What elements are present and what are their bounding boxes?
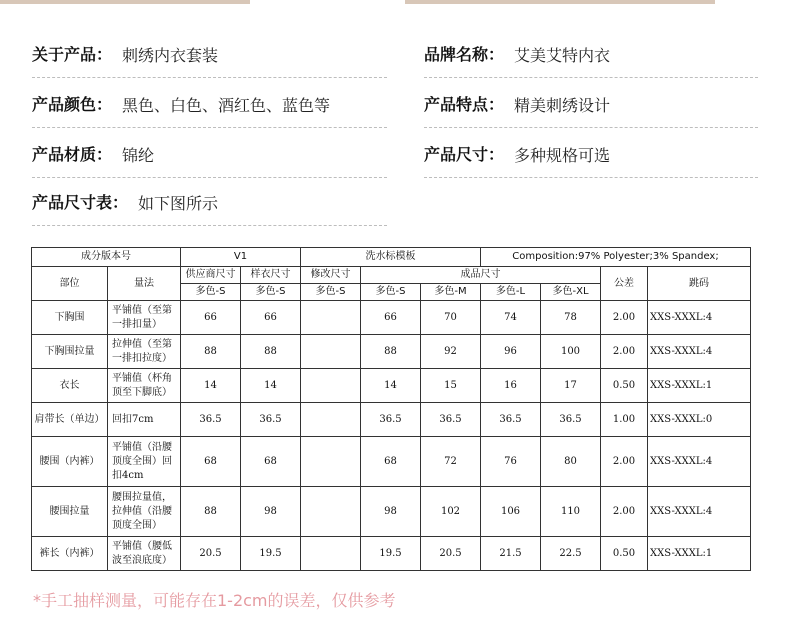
cell-method: 平铺值（杯角顶至下脚底） xyxy=(108,369,181,403)
cell-part: 下胸围 xyxy=(32,301,108,335)
info-item-brand-name xyxy=(424,38,758,82)
cell-code: XXS-XXXL:1 xyxy=(648,369,751,403)
info-item-product-features xyxy=(424,88,758,132)
cell-modified xyxy=(301,537,361,571)
header-supplier-size: 供应商尺寸 xyxy=(181,267,241,284)
cell-code: XXS-XXXL:4 xyxy=(648,487,751,537)
cell-tolerance: 0.50 xyxy=(601,369,648,403)
cell-size-xl: 80 xyxy=(541,437,601,487)
cell-sample: 36.5 xyxy=(241,403,301,437)
cell-size-l: 96 xyxy=(481,335,541,369)
cell-size-m: 72 xyxy=(421,437,481,487)
cell-modified xyxy=(301,301,361,335)
cell-tolerance: 2.00 xyxy=(601,335,648,369)
cell-size-m: 102 xyxy=(421,487,481,537)
cell-part: 腰围（内裤） xyxy=(32,437,108,487)
dashed-divider xyxy=(32,77,387,78)
header-finished-size: 成品尺寸 xyxy=(361,267,601,284)
info-value: 如下图所示 xyxy=(138,194,219,213)
header-method: 量法 xyxy=(108,267,181,301)
info-value: 锦纶 xyxy=(122,146,155,165)
top-decor-bar-left xyxy=(0,0,250,4)
composition-text: Composition:97% Polyester;3% Spandex; xyxy=(481,248,751,267)
cell-sample: 66 xyxy=(241,301,301,335)
info-value: 精美刺绣设计 xyxy=(514,96,611,115)
header-modified-size: 修改尺寸 xyxy=(301,267,361,284)
cell-code: XXS-XXXL:1 xyxy=(648,537,751,571)
cell-modified xyxy=(301,335,361,369)
cell-size-l: 74 xyxy=(481,301,541,335)
cell-size-s: 36.5 xyxy=(361,403,421,437)
info-item-product-size xyxy=(424,138,758,182)
cell-code: XXS-XXXL:4 xyxy=(648,301,751,335)
cell-size-m: 70 xyxy=(421,301,481,335)
info-label: 产品尺寸表： xyxy=(32,193,129,212)
size-header: 多色-S xyxy=(361,284,421,301)
header-tolerance: 公差 xyxy=(601,267,648,301)
table-row xyxy=(32,335,751,369)
cell-size-s: 66 xyxy=(361,301,421,335)
cell-size-m: 20.5 xyxy=(421,537,481,571)
cell-size-s: 68 xyxy=(361,437,421,487)
cell-code: XXS-XXXL:0 xyxy=(648,403,751,437)
version-value: V1 xyxy=(181,248,301,267)
cell-supplier: 88 xyxy=(181,335,241,369)
info-value: 艾美艾特内衣 xyxy=(514,46,611,65)
cell-sample: 88 xyxy=(241,335,301,369)
size-header: 多色-XL xyxy=(541,284,601,301)
info-value: 刺绣内衣套装 xyxy=(122,46,219,65)
cell-size-m: 92 xyxy=(421,335,481,369)
cell-size-l: 76 xyxy=(481,437,541,487)
info-row xyxy=(32,138,758,182)
cell-modified xyxy=(301,487,361,537)
table-row xyxy=(32,437,751,487)
cell-size-xl: 22.5 xyxy=(541,537,601,571)
dashed-divider xyxy=(424,127,758,128)
cell-part: 下胸围拉量 xyxy=(32,335,108,369)
cell-modified xyxy=(301,437,361,487)
cell-sample: 98 xyxy=(241,487,301,537)
cell-method: 平铺值（至第一排扣量） xyxy=(108,301,181,335)
table-row xyxy=(32,487,751,537)
cell-supplier: 20.5 xyxy=(181,537,241,571)
cell-code: XXS-XXXL:4 xyxy=(648,437,751,487)
dashed-divider xyxy=(424,77,758,78)
table-row xyxy=(32,537,751,571)
version-row xyxy=(32,248,751,267)
cell-size-s: 19.5 xyxy=(361,537,421,571)
cell-part: 肩带长（单边） xyxy=(32,403,108,437)
table-row xyxy=(32,403,751,437)
info-label: 关于产品： xyxy=(32,45,113,64)
info-item-size-chart xyxy=(32,186,387,230)
cell-supplier: 14 xyxy=(181,369,241,403)
cell-modified xyxy=(301,403,361,437)
table-row xyxy=(32,301,751,335)
cell-tolerance: 2.00 xyxy=(601,487,648,537)
dashed-divider xyxy=(32,127,387,128)
cell-tolerance: 1.00 xyxy=(601,403,648,437)
info-value: 黑色、白色、酒红色、蓝色等 xyxy=(122,96,331,115)
header-sample-size: 样衣尺寸 xyxy=(241,267,301,284)
size-header: 多色-S xyxy=(241,284,301,301)
info-label: 产品尺寸： xyxy=(424,145,505,164)
size-header: 多色-L xyxy=(481,284,541,301)
cell-part: 裤长（内裤） xyxy=(32,537,108,571)
cell-size-xl: 78 xyxy=(541,301,601,335)
header-code: 跳码 xyxy=(648,267,751,301)
size-header: 多色-M xyxy=(421,284,481,301)
cell-size-l: 36.5 xyxy=(481,403,541,437)
cell-size-l: 106 xyxy=(481,487,541,537)
info-label: 品牌名称： xyxy=(424,45,505,64)
cell-modified xyxy=(301,369,361,403)
cell-size-m: 36.5 xyxy=(421,403,481,437)
cell-size-xl: 110 xyxy=(541,487,601,537)
info-value: 多种规格可选 xyxy=(514,146,611,165)
cell-size-m: 15 xyxy=(421,369,481,403)
cell-supplier: 36.5 xyxy=(181,403,241,437)
info-item-product-colors xyxy=(32,88,387,132)
cell-tolerance: 0.50 xyxy=(601,537,648,571)
info-label: 产品特点： xyxy=(424,95,505,114)
top-decor-bar-right xyxy=(405,0,715,4)
cell-part: 腰围拉量 xyxy=(32,487,108,537)
dashed-divider xyxy=(424,177,758,178)
cell-part: 衣长 xyxy=(32,369,108,403)
cell-supplier: 66 xyxy=(181,301,241,335)
cell-supplier: 88 xyxy=(181,487,241,537)
cell-size-l: 16 xyxy=(481,369,541,403)
cell-size-xl: 36.5 xyxy=(541,403,601,437)
cell-sample: 19.5 xyxy=(241,537,301,571)
cell-size-l: 21.5 xyxy=(481,537,541,571)
size-spec-table xyxy=(31,247,751,571)
header-part: 部位 xyxy=(32,267,108,301)
cell-method: 拉伸值（至第一排扣拉度） xyxy=(108,335,181,369)
cell-sample: 14 xyxy=(241,369,301,403)
cell-supplier: 68 xyxy=(181,437,241,487)
cell-sample: 68 xyxy=(241,437,301,487)
cell-method: 平铺值（腰低波至浪底度） xyxy=(108,537,181,571)
info-row xyxy=(32,38,758,82)
dashed-divider xyxy=(32,225,387,226)
measurement-disclaimer: *手工抽样测量，可能存在1-2cm的误差，仅供参考 xyxy=(33,591,396,610)
cell-size-xl: 17 xyxy=(541,369,601,403)
dashed-divider xyxy=(32,177,387,178)
size-header: 多色-S xyxy=(181,284,241,301)
cell-size-s: 14 xyxy=(361,369,421,403)
cell-size-s: 88 xyxy=(361,335,421,369)
info-item-about-product xyxy=(32,38,387,82)
cell-method: 平铺值（沿腰顶度全围）回扣4cm xyxy=(108,437,181,487)
info-row xyxy=(32,88,758,132)
table-row xyxy=(32,369,751,403)
cell-code: XXS-XXXL:4 xyxy=(648,335,751,369)
cell-tolerance: 2.00 xyxy=(601,301,648,335)
header-row xyxy=(32,267,751,284)
info-label: 产品颜色： xyxy=(32,95,113,114)
info-item-product-material xyxy=(32,138,387,182)
cell-tolerance: 2.00 xyxy=(601,437,648,487)
cell-method: 回扣7cm xyxy=(108,403,181,437)
info-label: 产品材质： xyxy=(32,145,113,164)
cell-method: 腰围拉量值，拉伸值（沿腰顶度全围） xyxy=(108,487,181,537)
cell-size-xl: 100 xyxy=(541,335,601,369)
info-row xyxy=(32,186,758,230)
version-label: 成分版本号 xyxy=(32,248,181,267)
wash-label: 洗水标模板 xyxy=(301,248,481,267)
size-header: 多色-S xyxy=(301,284,361,301)
cell-size-s: 98 xyxy=(361,487,421,537)
